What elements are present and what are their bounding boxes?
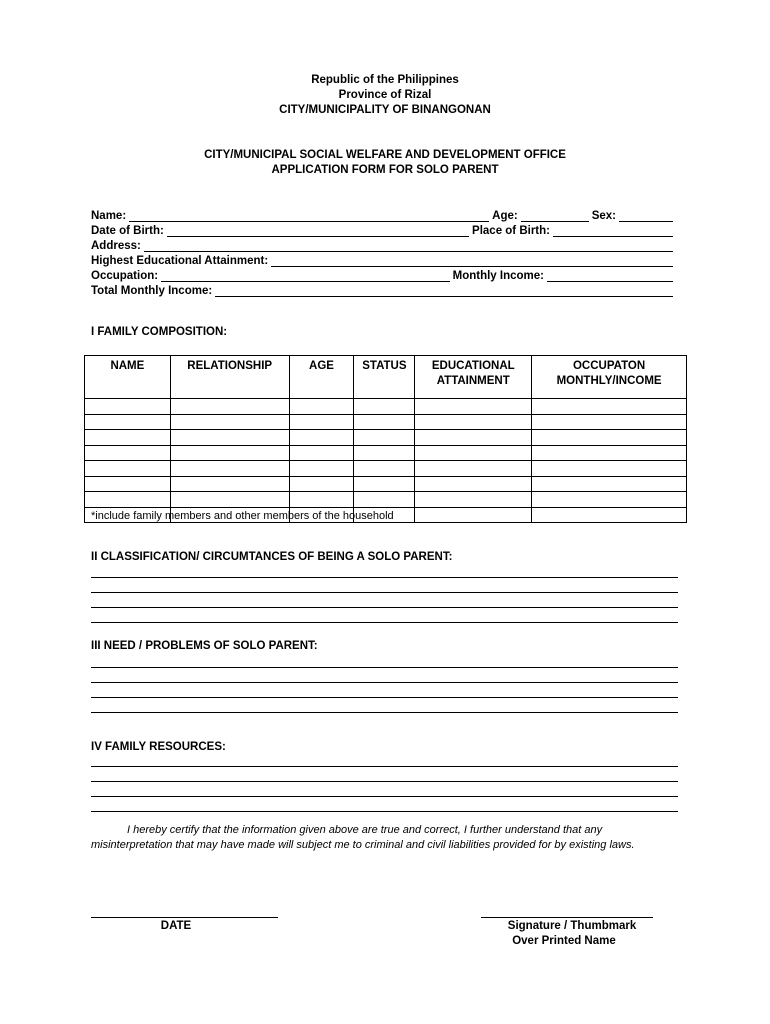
date-line[interactable] bbox=[91, 917, 278, 918]
classification-line[interactable] bbox=[91, 607, 678, 608]
table-cell[interactable] bbox=[354, 492, 415, 508]
table-cell[interactable] bbox=[289, 461, 354, 477]
family-table-note: *include family members and other members of the household bbox=[91, 510, 394, 522]
table-cell[interactable] bbox=[532, 476, 687, 492]
needs-line[interactable] bbox=[91, 682, 678, 683]
table-cell[interactable] bbox=[85, 461, 171, 477]
table-cell[interactable] bbox=[415, 492, 532, 508]
header-republic: Republic of the Philippines bbox=[311, 74, 459, 86]
table-cell[interactable] bbox=[532, 492, 687, 508]
table-cell[interactable] bbox=[354, 461, 415, 477]
table-cell[interactable] bbox=[415, 507, 532, 523]
needs-line[interactable] bbox=[91, 697, 678, 698]
classification-line[interactable] bbox=[91, 592, 678, 593]
col-age: AGE bbox=[289, 356, 354, 399]
col-occupation-income: OCCUPATON MONTHLY/INCOME bbox=[532, 356, 687, 399]
table-cell[interactable] bbox=[354, 445, 415, 461]
dob-label: Date of Birth: bbox=[91, 225, 164, 237]
address-field[interactable] bbox=[144, 240, 673, 252]
table-cell[interactable] bbox=[532, 445, 687, 461]
education-label: Highest Educational Attainment: bbox=[91, 255, 269, 267]
header-province: Province of Rizal bbox=[338, 89, 432, 101]
sex-label: Sex: bbox=[591, 210, 616, 222]
age-label: Age: bbox=[492, 210, 518, 222]
table-cell[interactable] bbox=[289, 445, 354, 461]
col-relationship: RELATIONSHIP bbox=[170, 356, 289, 399]
table-cell[interactable] bbox=[415, 445, 532, 461]
table-cell[interactable] bbox=[354, 414, 415, 430]
name-row bbox=[91, 207, 676, 222]
table-cell[interactable] bbox=[289, 492, 354, 508]
table-cell[interactable] bbox=[532, 399, 687, 415]
table-cell[interactable] bbox=[170, 492, 289, 508]
table-row bbox=[85, 492, 687, 508]
resources-line[interactable] bbox=[91, 766, 678, 767]
table-cell[interactable] bbox=[415, 399, 532, 415]
signature-label: Signature / Thumbmark bbox=[507, 920, 637, 932]
family-composition-heading: I FAMILY COMPOSITION: bbox=[91, 326, 228, 338]
total-income-row bbox=[91, 282, 676, 297]
education-row bbox=[91, 252, 676, 267]
table-cell[interactable] bbox=[170, 461, 289, 477]
date-label: DATE bbox=[160, 920, 192, 932]
total-income-field[interactable] bbox=[215, 285, 673, 297]
header-municipality: CITY/MUNICIPALITY OF BINANGONAN bbox=[279, 104, 491, 116]
table-cell[interactable] bbox=[170, 399, 289, 415]
table-cell[interactable] bbox=[85, 492, 171, 508]
table-row bbox=[85, 399, 687, 415]
table-cell[interactable] bbox=[354, 399, 415, 415]
table-cell[interactable] bbox=[415, 430, 532, 446]
needs-line[interactable] bbox=[91, 712, 678, 713]
resources-line[interactable] bbox=[91, 796, 678, 797]
name-label: Name: bbox=[91, 210, 127, 222]
table-cell[interactable] bbox=[354, 430, 415, 446]
certification-text bbox=[91, 823, 681, 853]
signature-line[interactable] bbox=[481, 917, 653, 918]
table-row bbox=[85, 476, 687, 492]
table-cell[interactable] bbox=[289, 476, 354, 492]
table-cell[interactable] bbox=[354, 476, 415, 492]
dob-field[interactable] bbox=[167, 225, 469, 237]
table-cell[interactable] bbox=[85, 445, 171, 461]
table-cell[interactable] bbox=[85, 414, 171, 430]
pob-label: Place of Birth: bbox=[472, 225, 550, 237]
dob-row bbox=[91, 222, 676, 237]
education-field[interactable] bbox=[271, 255, 673, 267]
address-label: Address: bbox=[91, 240, 141, 252]
table-cell[interactable] bbox=[532, 461, 687, 477]
needs-heading: III NEED / PROBLEMS OF SOLO PARENT: bbox=[91, 640, 318, 652]
name-field[interactable] bbox=[129, 210, 489, 222]
address-row bbox=[91, 237, 676, 252]
col-name: NAME bbox=[85, 356, 171, 399]
table-cell[interactable] bbox=[532, 414, 687, 430]
table-header-row bbox=[85, 356, 687, 399]
table-cell[interactable] bbox=[415, 414, 532, 430]
age-field[interactable] bbox=[521, 210, 589, 222]
col-status: STATUS bbox=[354, 356, 415, 399]
table-cell[interactable] bbox=[415, 476, 532, 492]
table-row bbox=[85, 445, 687, 461]
total-income-label: Total Monthly Income: bbox=[91, 285, 213, 297]
monthly-income-label: Monthly Income: bbox=[452, 270, 544, 282]
sex-field[interactable] bbox=[619, 210, 673, 222]
occupation-label: Occupation: bbox=[91, 270, 159, 282]
table-row bbox=[85, 430, 687, 446]
table-cell[interactable] bbox=[289, 430, 354, 446]
resources-heading: IV FAMILY RESOURCES: bbox=[91, 741, 226, 753]
table-cell[interactable] bbox=[415, 461, 532, 477]
table-row bbox=[85, 461, 687, 477]
resources-line[interactable] bbox=[91, 811, 678, 812]
classification-line[interactable] bbox=[91, 622, 678, 623]
pob-field[interactable] bbox=[553, 225, 673, 237]
classification-line[interactable] bbox=[91, 577, 678, 578]
col-educational-attainment: EDUCATIONAL ATTAINMENT bbox=[415, 356, 532, 399]
table-cell[interactable] bbox=[170, 414, 289, 430]
printed-name-label: Over Printed Name bbox=[512, 935, 616, 947]
classification-heading: II CLASSIFICATION/ CIRCUMTANCES OF BEING A SOLO PARENT: bbox=[91, 551, 453, 563]
table-cell[interactable] bbox=[170, 445, 289, 461]
table-cell[interactable] bbox=[532, 507, 687, 523]
certification-statement: I hereby certify that the information given above are true and correct, I further understand that any misinterpretation that may have made will subject me to criminal and civil liabilities provided for by existing laws. bbox=[91, 824, 635, 851]
table-cell[interactable] bbox=[170, 430, 289, 446]
family-composition-table bbox=[84, 355, 687, 523]
occupation-field[interactable] bbox=[161, 270, 450, 282]
table-cell[interactable] bbox=[85, 430, 171, 446]
table-cell[interactable] bbox=[289, 414, 354, 430]
table-row bbox=[85, 414, 687, 430]
table-cell[interactable] bbox=[85, 476, 171, 492]
resources-line[interactable] bbox=[91, 781, 678, 782]
office-name: CITY/MUNICIPAL SOCIAL WELFARE AND DEVELOPMENT OFFICE bbox=[204, 149, 566, 161]
needs-line[interactable] bbox=[91, 667, 678, 668]
table-cell[interactable] bbox=[289, 399, 354, 415]
monthly-income-field[interactable] bbox=[547, 270, 673, 282]
table-cell[interactable] bbox=[170, 476, 289, 492]
form-title: APPLICATION FORM FOR SOLO PARENT bbox=[271, 164, 499, 176]
table-cell[interactable] bbox=[532, 430, 687, 446]
table-cell[interactable] bbox=[85, 399, 171, 415]
occupation-row bbox=[91, 267, 676, 282]
